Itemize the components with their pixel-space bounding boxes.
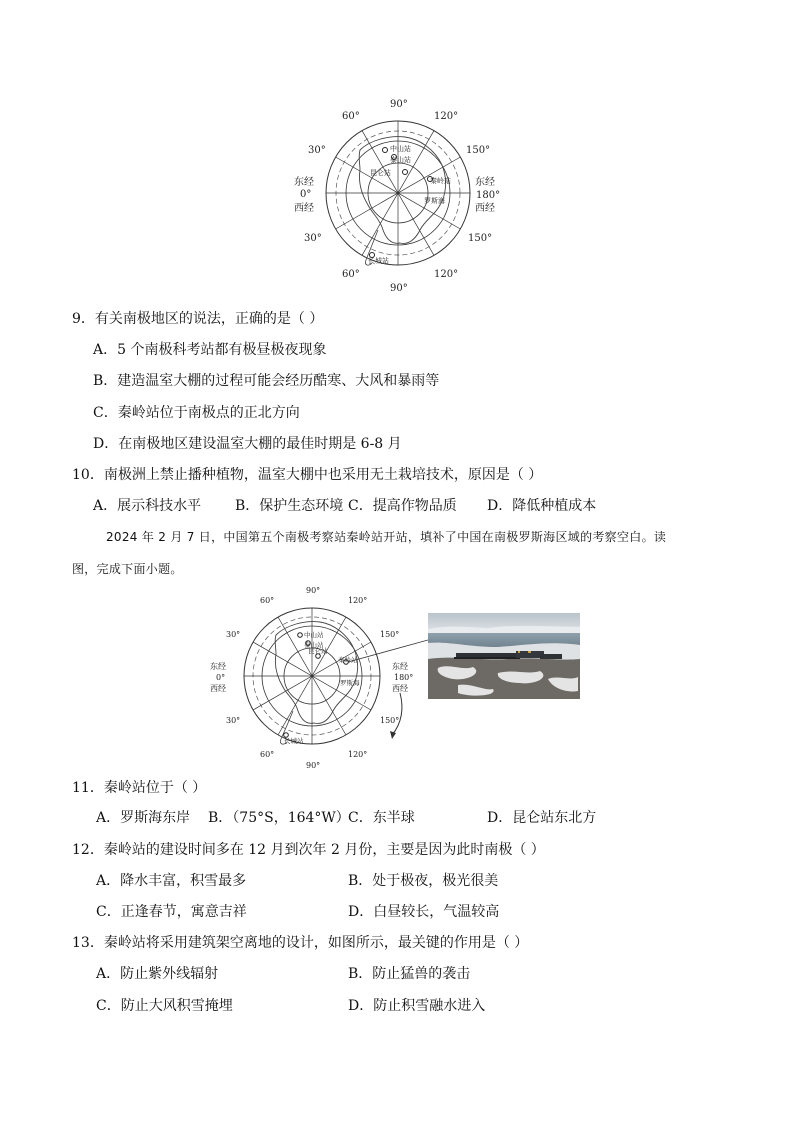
q10-option-b[interactable]: B．保护生态环境 (235, 498, 344, 514)
station-label: 中山站 (390, 145, 411, 153)
intro-line-1: 2024 年 2 月 7 日，中国第五个南极考察站秦岭站开站，填补了中国在南极罗斯海区域的考察空白。读 (106, 530, 667, 544)
q11-option-b[interactable]: B．（75°S，164°W） (208, 810, 350, 826)
station-label: 中山站 (304, 631, 324, 639)
station-label: 秦岭站 (338, 656, 358, 664)
q10-option-a[interactable]: A．展示科技水平 (93, 498, 202, 514)
lon-label: 60° (260, 596, 275, 605)
lon-label: 西经 (475, 203, 495, 214)
q11-option-d[interactable]: D．昆仑站东北方 (487, 810, 597, 826)
lon-label: 60° (260, 750, 275, 759)
lon-label: 120° (348, 750, 368, 759)
question-9-stem: 9．有关南极地区的说法，正确的是（ ） (72, 311, 324, 327)
antarctica-map-middle (208, 583, 428, 771)
q13-option-c[interactable]: C．防止大风积雪掩埋 (96, 998, 233, 1014)
question-13-stem: 13．秦岭站将采用建筑架空离地的设计，如图所示，最关键的作用是（ ） (72, 935, 529, 951)
lon-label: 30° (226, 716, 241, 725)
q12-option-d[interactable]: D．白昼较长，气温较高 (348, 904, 500, 920)
question-10-stem: 10．南极洲上禁止播种植物，温室大棚中也采用无土栽培技术，原因是（ ） (72, 467, 543, 483)
station-label: 罗斯海 (340, 679, 360, 687)
lon-label: 东经 (392, 662, 408, 671)
station-label: 罗斯海 (424, 197, 445, 205)
lon-label: 90° (390, 283, 408, 294)
rotation-arrow (392, 693, 402, 735)
q11-option-a[interactable]: A．罗斯海东岸 (96, 810, 191, 826)
lon-label: 120° (434, 111, 459, 122)
lon-label: 90° (306, 761, 321, 770)
q10-option-c[interactable]: C．提高作物品质 (348, 498, 457, 514)
lon-label: 东经 (210, 662, 226, 671)
q13-option-a[interactable]: A．防止紫外线辐射 (96, 966, 219, 982)
q13-option-d[interactable]: D．防止积雪融水进入 (348, 998, 486, 1014)
lon-label: 180° (476, 190, 501, 201)
lon-label: 180° (394, 673, 414, 682)
q12-option-c[interactable]: C．正逢春节，寓意吉祥 (96, 904, 247, 920)
station-label: 长城站 (368, 257, 389, 265)
q9-option-d[interactable]: D．在南极地区建设温室大棚的最佳时期是 6-8 月 (93, 436, 402, 452)
q11-option-c[interactable]: C．东半球 (348, 810, 415, 826)
station-label: 长城站 (284, 737, 304, 745)
lon-label: 东经 (294, 177, 314, 188)
station-label: 泰山站 (390, 156, 411, 164)
antarctica-map-top (290, 95, 510, 300)
lon-label: 0° (300, 189, 312, 200)
lon-label: 150° (380, 716, 400, 725)
lon-label: 西经 (392, 684, 408, 693)
qinling-station-photo (428, 613, 580, 699)
station-label: 昆仑站 (308, 647, 328, 655)
lon-label: 150° (466, 145, 491, 156)
lon-label: 0° (216, 673, 226, 682)
lon-label: 东经 (475, 177, 495, 188)
q13-option-b[interactable]: B．防止猛兽的袭击 (348, 966, 471, 982)
intro-line-2: 图，完成下面小题。 (72, 562, 183, 576)
lon-label: 60° (342, 111, 360, 122)
lon-label: 60° (342, 269, 360, 280)
q9-option-c[interactable]: C．秦岭站位于南极点的正北方向 (93, 405, 300, 421)
lon-label: 150° (468, 233, 493, 244)
lon-label: 120° (348, 596, 368, 605)
station-label: 昆仑站 (370, 169, 391, 177)
lon-label: 西经 (210, 684, 226, 693)
lon-label: 150° (380, 630, 400, 639)
lon-label: 90° (390, 99, 408, 110)
q10-option-d[interactable]: D．降低种植成本 (487, 498, 597, 514)
station-label: 泰山站 (304, 641, 324, 649)
q12-option-b[interactable]: B．处于极夜，极光很美 (348, 873, 499, 889)
q12-option-a[interactable]: A．降水丰富，积雪最多 (96, 873, 247, 889)
pointer-line (348, 640, 428, 662)
q9-option-a[interactable]: A．5 个南极科考站都有极昼极夜现象 (93, 342, 327, 358)
lon-label: 90° (306, 586, 321, 595)
question-11-stem: 11．秦岭站位于（ ） (72, 780, 207, 796)
lon-label: 120° (434, 269, 459, 280)
question-12-stem: 12．秦岭站的建设时间多在 12 月到次年 2 月份，主要是因为此时南极（ ） (72, 842, 545, 858)
lon-label: 30° (226, 630, 241, 639)
q9-option-b[interactable]: B．建造温室大棚的过程可能会经历酷寒、大风和暴雨等 (93, 373, 440, 389)
lon-label: 西经 (294, 203, 314, 214)
station-label: 秦岭站 (430, 177, 451, 185)
lon-label: 30° (308, 145, 326, 156)
lon-label: 30° (304, 233, 322, 244)
